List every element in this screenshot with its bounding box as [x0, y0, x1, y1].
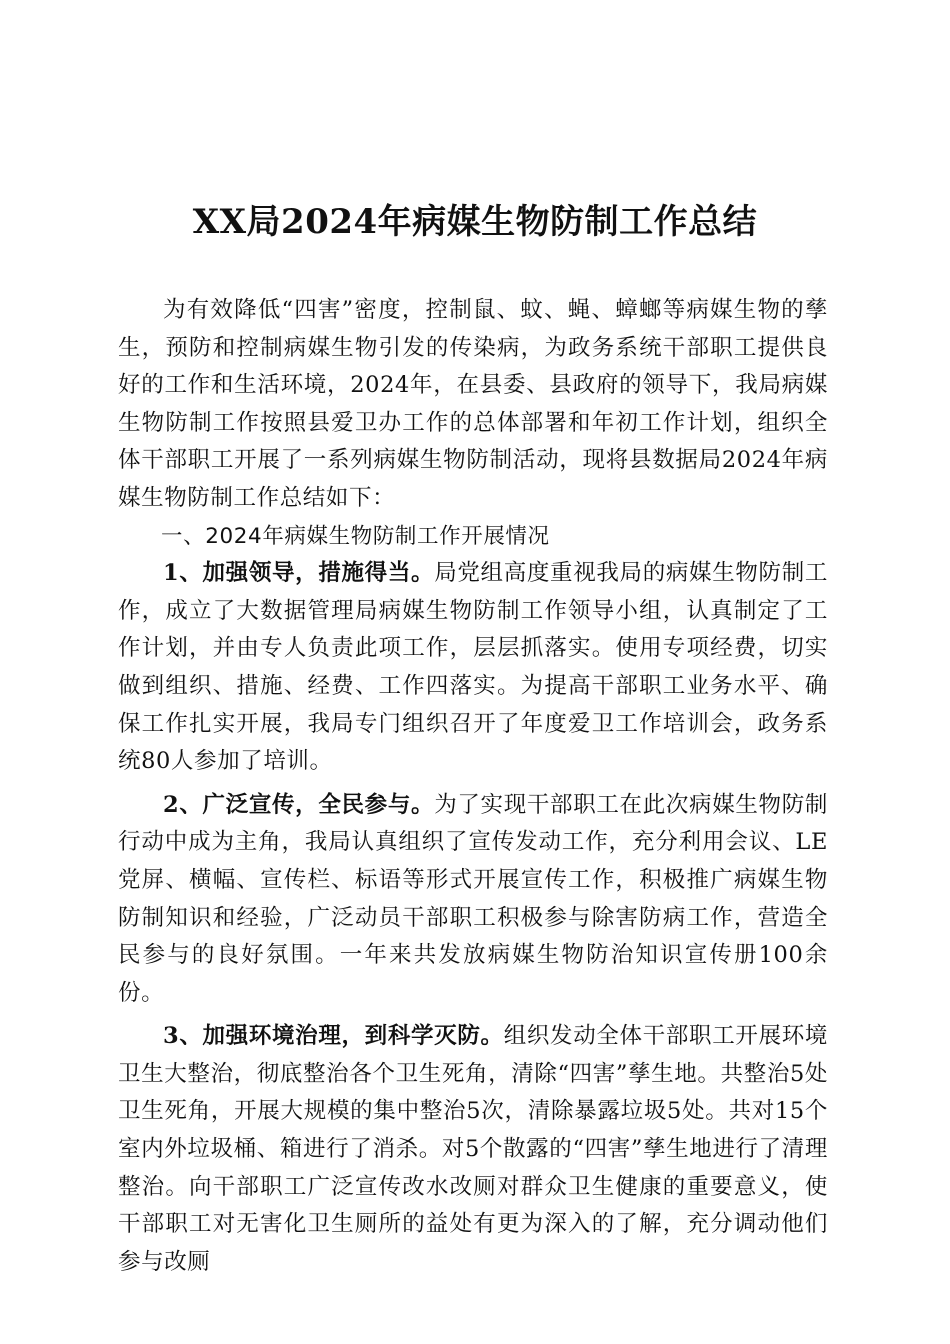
section-heading: 一、2024年病媒生物防制工作开展情况: [161, 523, 550, 549]
item-lead-2: 2、广泛宣传，全民参与。: [163, 791, 435, 818]
item-paragraph-2: [118, 787, 828, 1013]
item-text-1: 局党组高度重视我局的病媒生物防制工作，成立了大数据管理局病媒生物防制工作领导小组，认真制定了工作计划，并由专人负责此项工作，层层抓落实。使用专项经费，切实做到组织、措施、经费、工作四落实。为提高干部职工业务水平、确保工作扎实开展，我局专门组织召开了年度爱卫工作培训会，政务系统80人参加了培训。: [118, 560, 828, 775]
item-paragraph-3: [118, 1018, 828, 1281]
item-lead-3: 3、加强环境治理，到科学灭防。: [163, 1023, 504, 1050]
item-lead-1: 1、加强领导，措施得当。: [163, 560, 435, 587]
item-text-3: 组织发动全体干部职工开展环境卫生大整治，彻底整治各个卫生死角，清除“四害”孳生地。共整治5处卫生死角，开展大规模的集中整治5次，清除暴露垃圾5处。共对15个室内外垃圾桶、箱进行了消杀。对5个散露的“四害”孳生地进行了清理整治。向干部职工广泛宣传改水改厕对群众卫生健康的重要意义，使干部职工对无害化卫生厕所的益处有更为深入的了解，充分调动他们参与改厕: [118, 1023, 829, 1275]
document-title: XX局2024年病媒生物防制工作总结: [192, 202, 758, 242]
document-body: [118, 292, 828, 1281]
intro-paragraph: 为有效降低“四害”密度，控制鼠、蚊、蝇、蟑螂等病媒生物的孳生，预防和控制病媒生物引发的传染病，为政务系统干部职工提供良好的工作和生活环境，2024年，在县委、县政府的领导下，我局病媒生物防制工作按照县爱卫办工作的总体部署和年初工作计划，组织全体干部职工开展了一系列病媒生物防制活动，现将县数据局2024年病媒生物防制工作总结如下：: [118, 297, 828, 511]
item-text-2: 为了实现干部职工在此次病媒生物防制行动中成为主角，我局认真组织了宣传发动工作，充分利用会议、LE党屏、横幅、宣传栏、标语等形式开展宣传工作，积极推广病媒生物防制知识和经验，广泛动员干部职工积极参与除害防病工作，营造全民参与的良好氛围。一年来共发放病媒生物防治知识宣传册100余份。: [118, 791, 828, 1006]
item-paragraph-1: [118, 555, 828, 781]
